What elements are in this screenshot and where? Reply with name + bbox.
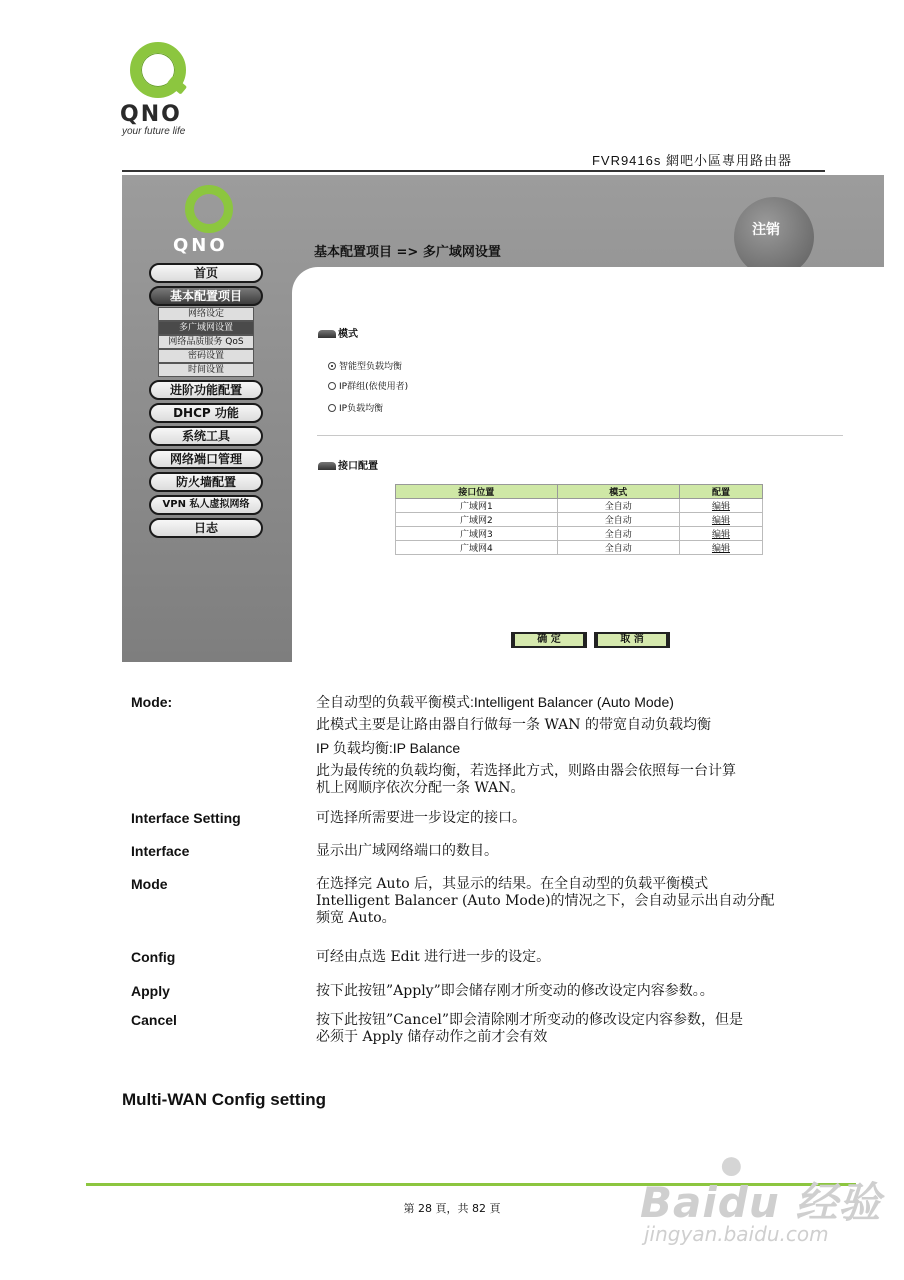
router-logo-ring-icon <box>185 185 233 233</box>
desc-config: 可经由点选 Edit 进行进一步的设定。 <box>316 949 551 965</box>
desc-cancel <box>316 1012 786 1046</box>
table-header-row <box>396 485 763 499</box>
watermark-text: Baidu 经验 <box>640 1178 882 1227</box>
router-ui-screenshot <box>122 175 884 662</box>
brand-name: QNO <box>120 102 182 127</box>
submenu-password[interactable]: 密码设置 <box>158 349 254 363</box>
interface-section-title: 接口配置 <box>338 461 378 472</box>
interface-table <box>395 484 763 555</box>
mode-option-ip-balance[interactable] <box>328 401 383 414</box>
term-cancel: Cancel <box>131 1012 177 1028</box>
desc-mode-2 <box>316 876 786 927</box>
column-header: 配置 <box>679 485 762 499</box>
mode-option-label: IP群组(依使用者) <box>339 382 409 392</box>
desc-mode <box>316 694 786 797</box>
desc-interface-setting: 可选择所需要进一步设定的接口。 <box>316 810 526 826</box>
baidu-watermark <box>640 1140 882 1250</box>
interface-section-header <box>318 457 378 472</box>
router-logo-text: QNO <box>173 235 228 256</box>
term-apply: Apply <box>131 983 170 999</box>
term-mode-2: Mode <box>131 876 168 892</box>
section-tab-icon <box>318 462 336 470</box>
content-panel <box>292 267 884 662</box>
mode-section-header <box>318 325 358 340</box>
column-header: 模式 <box>557 485 679 499</box>
table-row <box>396 513 763 527</box>
document-title: FVR9416s 網吧小區專用路由器 <box>591 153 792 168</box>
edit-link[interactable]: 编辑 <box>679 541 762 555</box>
radio-button[interactable] <box>328 404 336 412</box>
term-mode: Mode: <box>131 694 173 710</box>
radio-button[interactable] <box>328 382 336 390</box>
mode-section-title: 模式 <box>338 329 358 340</box>
radio-button[interactable] <box>328 362 336 370</box>
table-row <box>396 541 763 555</box>
paw-icon: ● <box>718 1140 745 1189</box>
term-interface: Interface <box>131 843 190 859</box>
logout-button[interactable] <box>734 197 814 277</box>
nav-log[interactable]: 日志 <box>149 518 263 538</box>
table-row <box>396 499 763 513</box>
router-logo <box>173 183 247 256</box>
interface-cell: 广域网3 <box>396 527 558 541</box>
mode-option-smart[interactable] <box>328 359 402 372</box>
mode-cell: 全自动 <box>557 527 679 541</box>
desc-line: 按下此按钮”Cancel”即会清除刚才所变动的修改设定内容参数，但是 <box>316 1012 743 1028</box>
interface-cell: 广域网1 <box>396 499 558 513</box>
nav-firewall[interactable]: 防火墙配置 <box>149 472 263 492</box>
interface-cell: 广域网2 <box>396 513 558 527</box>
term-interface-setting: Interface Setting <box>131 810 241 826</box>
desc-line: 此为最传统的负载均衡，若选择此方式，则路由器会依照每一台计算 <box>316 763 736 779</box>
desc-interface: 显示出广域网络端口的数目。 <box>316 843 498 859</box>
submenu-multi-wan[interactable]: 多广域网设置 <box>158 321 254 335</box>
desc-line: 全自动型的负载平衡模式:Intelligent Balancer (Auto Mode) <box>316 694 674 710</box>
section-divider <box>317 435 843 436</box>
nav-system-tools[interactable]: 系统工具 <box>149 426 263 446</box>
nav-dhcp[interactable]: DHCP 功能 <box>149 403 263 423</box>
edit-link[interactable]: 编辑 <box>679 513 762 527</box>
mode-cell: 全自动 <box>557 499 679 513</box>
mode-option-ip-group[interactable] <box>328 379 408 392</box>
desc-line: IP 负载均衡:IP Balance <box>316 740 461 756</box>
edit-link[interactable]: 编辑 <box>679 499 762 513</box>
sidebar-nav <box>149 263 263 541</box>
mode-option-label: 智能型负载均衡 <box>339 362 403 372</box>
desc-line: Intelligent Balancer (Auto Mode)的情况之下，会自动显示出自动分配 <box>316 893 775 909</box>
page-number: 第 28 頁，共 82 頁 <box>403 1202 501 1215</box>
apply-button[interactable]: 确 定 <box>511 632 587 648</box>
mode-cell: 全自动 <box>557 541 679 555</box>
submenu-network-settings[interactable]: 网络设定 <box>158 307 254 321</box>
desc-line: 机上网顺序依次分配一条 WAN。 <box>316 780 525 796</box>
nav-basic-config[interactable]: 基本配置项目 <box>149 286 263 306</box>
desc-line: 在选择完 Auto 后，其显示的结果。在全自动型的负载平衡模式 <box>316 876 709 892</box>
qno-logo <box>118 40 204 140</box>
desc-apply: 按下此按钮”Apply”即会储存刚才所变动的修改设定内容参数。。 <box>316 983 714 999</box>
nav-home[interactable]: 首页 <box>149 263 263 283</box>
cancel-button[interactable]: 取 消 <box>594 632 670 648</box>
desc-line: 此模式主要是让路由器自行做每一条 WAN 的带宽自动负载均衡 <box>316 717 711 733</box>
nav-port-management[interactable]: 网络端口管理 <box>149 449 263 469</box>
basic-config-submenu <box>158 307 254 377</box>
section-heading: Multi-WAN Config setting <box>122 1090 326 1109</box>
nav-vpn[interactable]: VPN 私人虚拟网络 <box>149 495 263 515</box>
column-header: 接口位置 <box>396 485 558 499</box>
watermark-url: jingyan.baidu.com <box>644 1222 829 1246</box>
table-row <box>396 527 763 541</box>
section-tab-icon <box>318 330 336 338</box>
header-divider <box>122 170 825 172</box>
term-config: Config <box>131 949 176 965</box>
nav-advanced[interactable]: 进阶功能配置 <box>149 380 263 400</box>
edit-link[interactable]: 编辑 <box>679 527 762 541</box>
desc-line: 频宽 Auto。 <box>316 910 396 926</box>
submenu-time[interactable]: 时间设置 <box>158 363 254 377</box>
logout-label: 注销 <box>752 222 780 238</box>
interface-cell: 广域网4 <box>396 541 558 555</box>
desc-line: 必须于 Apply 储存动作之前才会有效 <box>316 1029 548 1045</box>
submenu-qos[interactable]: 网络品质服务 QoS <box>158 335 254 349</box>
breadcrumb: 基本配置项目 => 多广域网设置 <box>314 245 501 260</box>
mode-option-label: IP负载均衡 <box>339 404 384 414</box>
mode-cell: 全自动 <box>557 513 679 527</box>
brand-tagline: your future life <box>122 126 186 137</box>
